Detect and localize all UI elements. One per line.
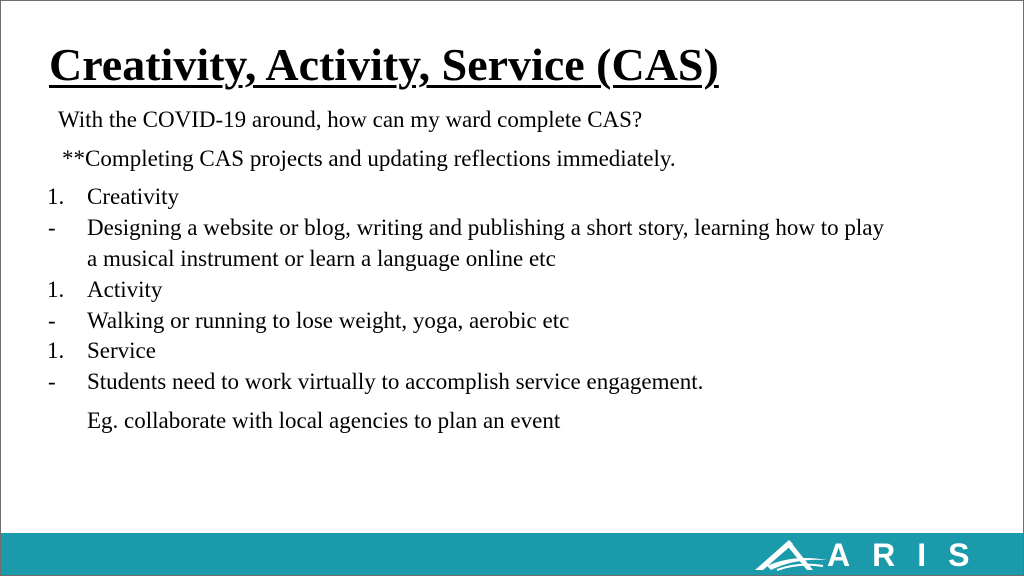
- list-item-creativity: Creativity: [87, 184, 179, 209]
- list-dash-creativity: -: [48, 215, 56, 240]
- list-dash-service: -: [48, 369, 56, 394]
- list-number-creativity: 1.: [47, 184, 65, 209]
- footer-bar: [1, 533, 1023, 575]
- creativity-description-line1: Designing a website or blog, writing and publishing a short story, learning how to play: [87, 215, 885, 240]
- list-number-service: 1.: [47, 338, 65, 363]
- service-description: Students need to work virtually to accomplish service engagement.: [87, 369, 704, 394]
- aris-logo-text: ARIS: [827, 537, 992, 573]
- list-item-activity: Activity: [87, 277, 163, 302]
- slide-subtitle: With the COVID-19 around, how can my ward complete CAS?: [58, 107, 643, 132]
- aris-triangle-logo-icon: [753, 536, 833, 574]
- service-example: Eg. collaborate with local agencies to plan an event: [87, 408, 561, 433]
- list-dash-activity: -: [48, 308, 56, 333]
- list-number-activity: 1.: [47, 277, 65, 302]
- list-item-service: Service: [87, 338, 156, 363]
- aris-logo: [753, 536, 993, 574]
- creativity-description-line2: a musical instrument or learn a language online etc: [87, 246, 556, 271]
- slide-title: Creativity, Activity, Service (CAS): [49, 39, 719, 90]
- activity-description: Walking or running to lose weight, yoga, aerobic etc: [87, 308, 570, 333]
- slide-note: **Completing CAS projects and updating reflections immediately.: [62, 146, 676, 171]
